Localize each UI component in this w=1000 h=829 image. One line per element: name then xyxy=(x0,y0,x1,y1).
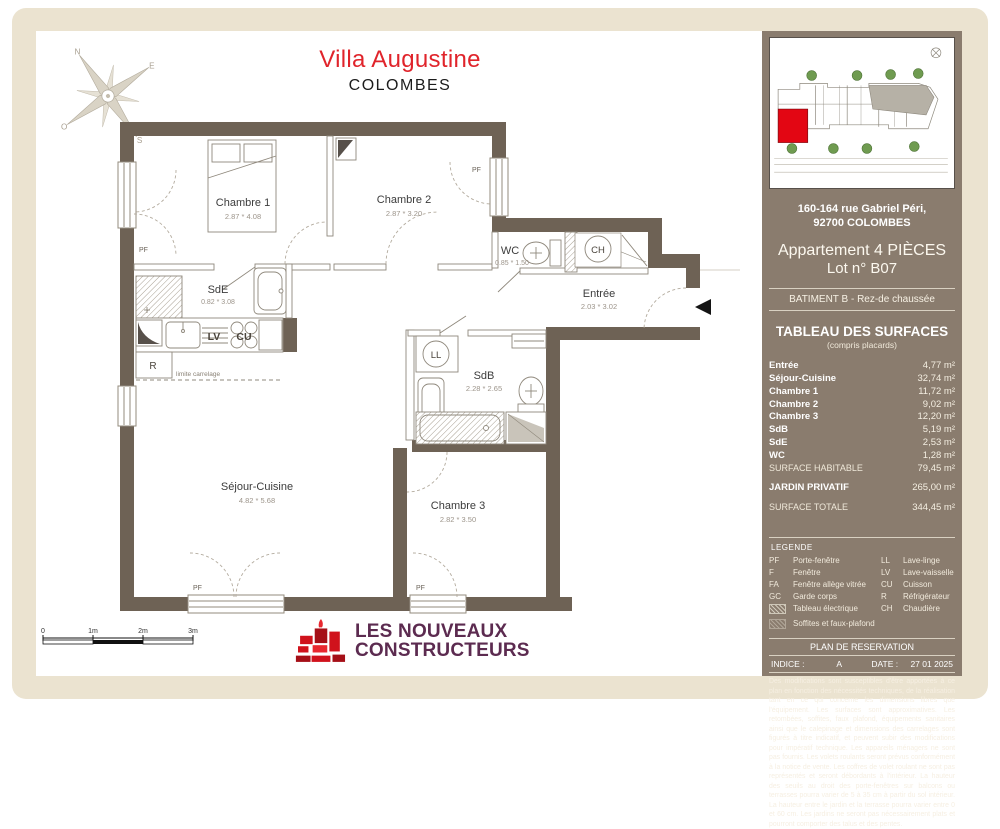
room-label-chambre3: Chambre 3 xyxy=(430,500,486,512)
room-label-chambre2: Chambre 2 xyxy=(376,194,432,206)
indice-value: A xyxy=(836,659,843,670)
window-chambre3-bottom xyxy=(410,595,466,613)
window-sejour-left xyxy=(118,386,136,426)
surface-row: Chambre 3 12,20 m² xyxy=(769,411,955,423)
surface-row-habitable: SURFACE HABITABLE 79,45 m² xyxy=(769,462,955,474)
surface-row: SdE 2,53 m² xyxy=(769,437,955,449)
apartment-type: Appartement 4 PIÈCES xyxy=(777,241,947,259)
windows xyxy=(118,158,508,613)
pf-tag-chambre3: PF xyxy=(416,585,425,592)
tag-ll: LL xyxy=(430,350,442,361)
radiator-sdb xyxy=(512,334,546,348)
scale-0: 0 xyxy=(41,628,45,635)
room-dims-chambre2: 2.87 * 3.20 xyxy=(385,209,423,218)
room-label-entree: Entrée xyxy=(582,288,616,300)
soffit-box-chambre2 xyxy=(336,138,356,160)
site-plan-thumbnail xyxy=(769,37,955,189)
legend-block xyxy=(769,537,955,631)
apartment-block xyxy=(769,242,955,279)
window-chambre1-left xyxy=(118,162,136,228)
compass-label-north: N xyxy=(74,47,81,57)
date-value: 27 01 2025 xyxy=(910,659,953,670)
hatch-box-icon xyxy=(769,604,793,616)
room-dims-chambre3: 2.82 * 3.50 xyxy=(439,515,477,524)
room-dims-sde: 0.82 * 3.08 xyxy=(201,299,235,306)
scale-2m: 2m xyxy=(138,628,148,635)
disclaimer-text: Des modifications sont susceptibles d'être apportées à ce plan en fonction des nécessités techniques, de la réalisation tant en ce qui concerne les dimensions libres que l'équipement. Les surfaces sont approximatives. Les retombées, soffites, faux plafond, équipements sanitaires ainsi que le calepinage et dimensions des carrelages sont figurés à titre indicatif, et peuvent subir des modifications pour impératif technique. Les appareils ménagers ne sont pas fournis. Les volets roulants seront prévus conformément à la notice de vente. Les coffres de volet roulant ne sont pas représentés et seront débordants à l'intérieur. La hauteur des seuils au droit des porte-fenêtres sur balcons ou terrasses pourra varier de 5 à 35 cm à partir du sol intérieur. La hauteur entre le jardin et la terrasse pourra varier entre 0 et 60 cm. Les jardins ne seront pas nécessairement plats et pourront comporter des talus et des pentes. xyxy=(769,678,955,828)
floor-plan xyxy=(100,115,740,625)
tag-limite-carrelage: limite carrelage xyxy=(176,371,221,378)
scale-bar xyxy=(38,624,208,658)
toilet-sdb xyxy=(518,377,544,413)
logo-line2: CONSTRUCTEURS xyxy=(355,640,530,661)
address-line1: 160-164 rue Gabriel Péri, xyxy=(797,203,927,215)
surface-row: Chambre 1 11,72 m² xyxy=(769,385,955,397)
pf-tag-left: PF xyxy=(139,247,148,254)
building-row: BATIMENT B - Rez-de chaussée xyxy=(769,288,955,311)
lnc-logo-icon xyxy=(295,618,347,664)
tag-r: R xyxy=(149,361,157,372)
surfaces-table xyxy=(769,361,955,513)
builder-logo-text xyxy=(355,622,530,661)
room-dims-wc: 0.85 * 1.50 xyxy=(495,260,529,267)
room-dims-sejour: 4.82 * 5.68 xyxy=(238,496,276,505)
reservation-row xyxy=(769,656,955,673)
room-dims-sdb: 2.28 * 2.65 xyxy=(465,384,503,393)
room-label-wc: WC xyxy=(500,245,520,257)
builder-logo xyxy=(295,618,530,664)
shower-sde xyxy=(136,276,182,318)
project-title: Villa Augustine xyxy=(319,46,481,73)
room-label-sdb: SdB xyxy=(473,370,495,382)
scale-labels xyxy=(41,628,198,635)
address-block xyxy=(769,202,955,231)
date-label: DATE : xyxy=(871,659,899,670)
title-block xyxy=(230,46,570,95)
logo-line1: LES NOUVEAUX xyxy=(355,620,508,642)
tag-lv: LV xyxy=(207,331,221,343)
reservation-title: PLAN DE RESERVATION xyxy=(769,639,955,656)
room-dims-entree: 2.03 * 3.02 xyxy=(580,302,618,311)
room-dims-chambre1: 2.87 * 4.08 xyxy=(224,212,262,221)
room-label-sejour: Séjour-Cuisine xyxy=(220,481,294,493)
legend-grid: PF Porte-fenêtre LL Lave-linge F Fenêtre LV Lave-vaisselle FA Fenêtre allège vitrée CU Cuisson GC Garde corps R Réfrigérateur Tableau électrique CH Chaudière Soffites et faux-plafond xyxy=(769,556,955,631)
window-chambre2-right xyxy=(490,158,508,216)
indice-label: INDICE : xyxy=(771,659,805,670)
lot-number: Lot n° B07 xyxy=(826,260,898,278)
legend-title: LEGENDE xyxy=(771,543,813,553)
highlighted-unit xyxy=(778,109,808,143)
room-label-sde: SdE xyxy=(207,284,229,296)
surfaces-subtitle: (compris placards) xyxy=(827,340,897,351)
surface-row: SdB 5,19 m² xyxy=(769,424,955,436)
site-plan-drawing xyxy=(770,38,952,186)
info-sidebar xyxy=(762,31,962,828)
address-line2: 92700 COLOMBES xyxy=(813,217,911,230)
compass-label-east: E xyxy=(149,61,155,71)
scale-3m: 3m xyxy=(188,628,198,635)
tag-ch: CH xyxy=(591,245,605,256)
scale-1m: 1m xyxy=(88,628,98,635)
compass-label-south: S xyxy=(136,135,143,145)
compass-label-west: O xyxy=(61,122,68,132)
entry-arrow-icon xyxy=(695,299,711,315)
bathtub-sdb xyxy=(416,412,504,444)
tag-cu: CU xyxy=(236,331,252,343)
surface-row: Séjour-Cuisine 32,74 m² xyxy=(769,372,955,384)
surface-row-totale: SURFACE TOTALE 344,45 m² xyxy=(769,501,955,513)
surface-row-jardin: JARDIN PRIVATIF 265,00 m² xyxy=(769,482,955,494)
surface-row: Entrée 4,77 m² xyxy=(769,360,955,372)
surface-row: WC 1,28 m² xyxy=(769,449,955,461)
pf-tag-chambre2: PF xyxy=(472,167,481,174)
room-label-chambre1: Chambre 1 xyxy=(215,197,271,209)
shower-sdb xyxy=(506,412,546,444)
surfaces-title: TABLEAU DES SURFACES xyxy=(775,324,949,340)
tub-sde xyxy=(254,268,286,314)
soffit-box-icon xyxy=(769,619,793,631)
reservation-block xyxy=(769,638,955,673)
project-city: COLOMBES xyxy=(348,77,452,94)
window-sejour-bottom xyxy=(188,595,284,613)
surface-row: Chambre 2 9,02 m² xyxy=(769,398,955,410)
pf-tag-sejour: PF xyxy=(193,585,202,592)
